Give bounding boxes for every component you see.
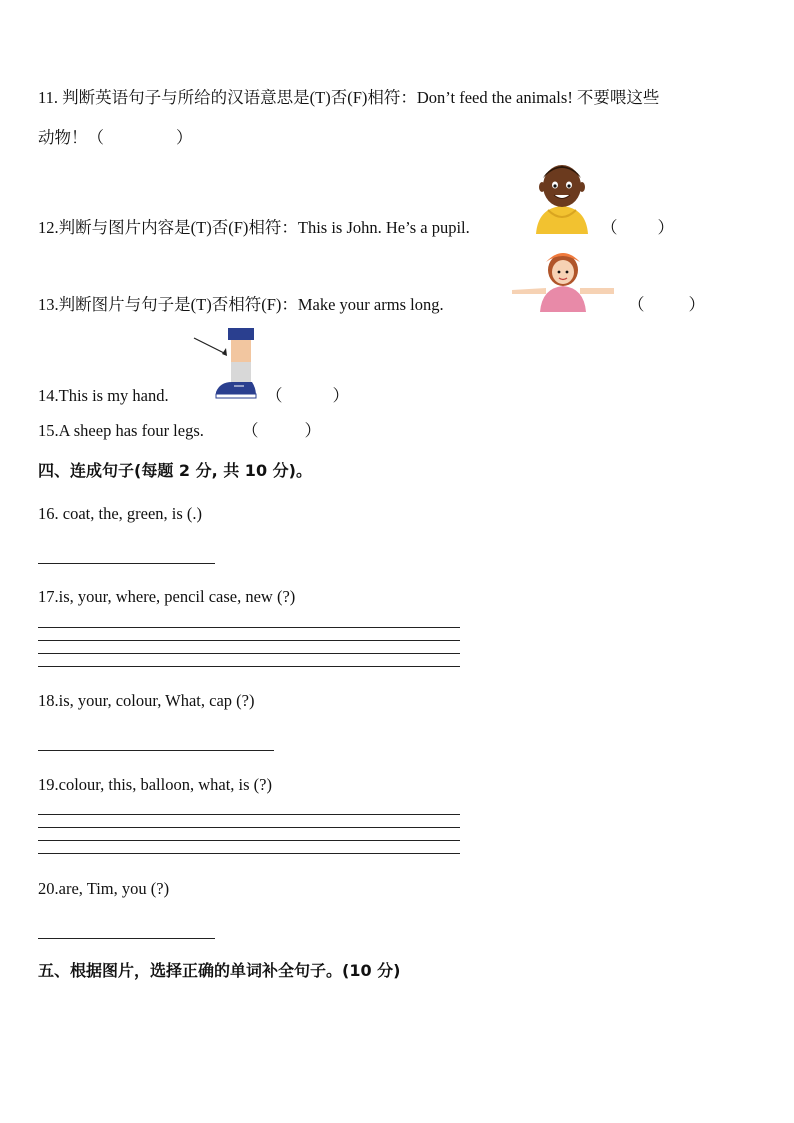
boy-picture — [530, 160, 594, 234]
answer-14-close: ） — [332, 386, 349, 405]
question-11-continuation — [38, 128, 193, 148]
answer-line-19-3[interactable] — [38, 840, 460, 841]
question-14 — [38, 386, 169, 406]
answer-12 — [601, 218, 674, 238]
question-11-cont: 动物！（ — [38, 128, 104, 147]
girl-arms-out-picture — [510, 248, 616, 312]
question-13-text: 13.判断图片与句子是(T)否相符(F)：Make your arms long. — [38, 295, 444, 314]
answer-14-open: （ — [266, 386, 283, 405]
answer-line-19-4[interactable] — [38, 853, 460, 854]
question-15-text: 15.A sheep has four legs. — [38, 421, 204, 440]
question-11-text: 11. 判断英语句子与所给的汉语意思是(T)否(F)相符：Don’t feed the animals! 不要喂这些 — [38, 88, 660, 107]
section-4-heading: 四、连成句子(每题 2 分, 共 10 分)。 — [38, 461, 312, 480]
question-12-text: 12.判断与图片内容是(T)否(F)相符：This is John. He’s a pupil. — [38, 218, 470, 237]
answer-line-20[interactable] — [38, 938, 215, 939]
question-15 — [38, 421, 204, 441]
answer-line-17-4[interactable] — [38, 666, 460, 667]
answer-line-19-1[interactable] — [38, 814, 460, 815]
question-11 — [38, 88, 659, 108]
answer-15-open: （ — [242, 421, 259, 440]
answer-line-19-2[interactable] — [38, 827, 460, 828]
answer-line-16[interactable] — [38, 563, 215, 564]
answer-line-17-2[interactable] — [38, 640, 460, 641]
question-11-close: ） — [176, 128, 193, 147]
answer-15-close: ） — [304, 421, 321, 440]
question-13 — [38, 295, 444, 315]
answer-line-17-1[interactable] — [38, 627, 460, 628]
question-14-text: 14.This is my hand. — [38, 386, 169, 405]
answer-15 — [242, 421, 321, 441]
question-19: 19.colour, this, balloon, what, is (?) — [38, 775, 272, 794]
answer-line-17-3[interactable] — [38, 653, 460, 654]
answer-13 — [628, 295, 705, 315]
answer-12-open: （ — [601, 218, 618, 237]
question-20: 20.are, Tim, you (?) — [38, 879, 170, 898]
section-5-heading: 五、根据图片，选择正确的单词补全句子。(10 分) — [38, 961, 401, 980]
question-17: 17.is, your, where, pencil case, new (?) — [38, 587, 296, 606]
answer-13-open: （ — [628, 295, 645, 314]
answer-12-close: ） — [657, 218, 674, 237]
leg-shoe-picture — [190, 326, 260, 402]
answer-14 — [266, 386, 349, 406]
answer-line-18[interactable] — [38, 750, 274, 751]
answer-13-close: ） — [688, 295, 705, 314]
question-18: 18.is, your, colour, What, cap (?) — [38, 691, 255, 710]
question-12 — [38, 218, 470, 238]
question-16: 16. coat, the, green, is (.) — [38, 504, 203, 523]
